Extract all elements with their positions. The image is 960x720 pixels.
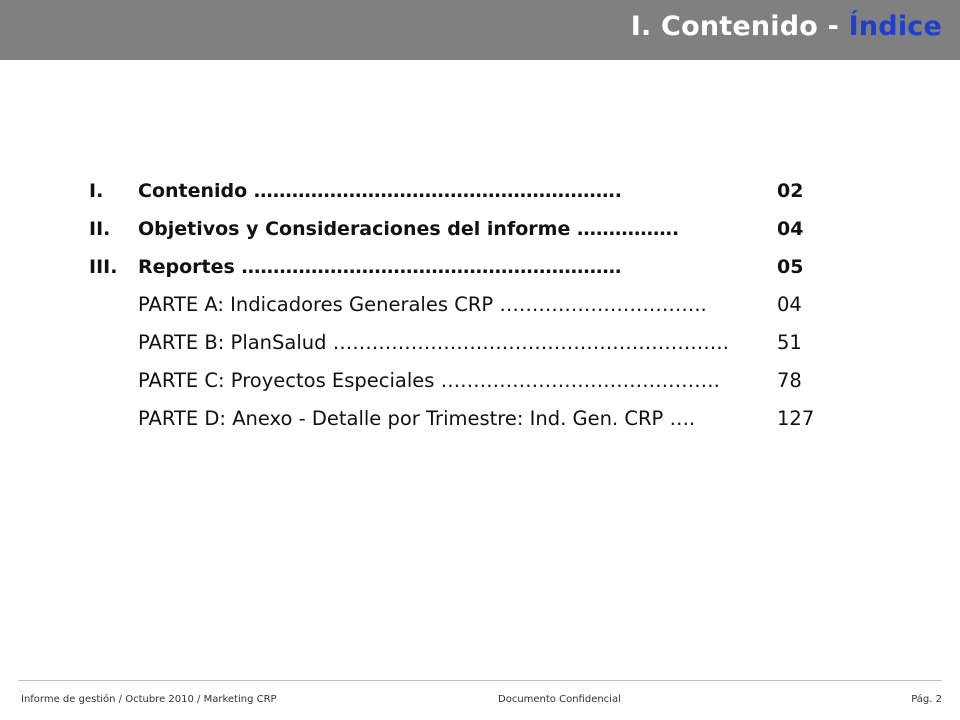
page-title xyxy=(631,11,942,42)
toc-subentry-page: 51 xyxy=(777,331,802,354)
footer-divider xyxy=(18,680,942,681)
footer-report-info: Informe de gestión / Octubre 2010 / Marketing CRP xyxy=(21,694,277,705)
toc-subentry-parte-b xyxy=(89,324,849,362)
toc-entry-label: Reportes …………………………………………………… xyxy=(138,256,622,278)
toc-entry-number: III. xyxy=(89,256,118,278)
toc-entry-page: 04 xyxy=(777,218,804,240)
table-of-contents xyxy=(89,172,849,438)
toc-subentry-page: 04 xyxy=(777,293,802,316)
toc-entry-reportes xyxy=(89,248,849,286)
header-bar xyxy=(0,0,960,60)
footer-confidential: Documento Confidencial xyxy=(498,694,621,705)
toc-subentry-parte-a xyxy=(89,286,849,324)
toc-subentry-parte-d xyxy=(89,400,849,438)
toc-entry-contenido xyxy=(89,172,849,210)
page-title-prefix: I. Contenido - xyxy=(630,11,849,42)
page-title-accent: Índice xyxy=(848,11,942,42)
toc-subentry-page: 127 xyxy=(777,407,815,430)
toc-entry-number: II. xyxy=(89,218,111,240)
toc-subentry-parte-c xyxy=(89,362,849,400)
toc-subentry-label: PARTE C: Proyectos Especiales ……………………………………. xyxy=(138,369,720,392)
toc-subentry-label: PARTE B: PlanSalud ……………………………………………………. xyxy=(138,331,729,354)
toc-entry-label: Contenido …………………………………………………. xyxy=(138,180,623,202)
toc-subentry-label: PARTE D: Anexo - Detalle por Trimestre: Ind. Gen. CRP …. xyxy=(138,407,696,430)
toc-entry-page: 02 xyxy=(777,180,804,202)
toc-entry-objetivos xyxy=(89,210,849,248)
toc-entry-label: Objetivos y Consideraciones del informe ……………. xyxy=(138,218,680,240)
toc-subentry-page: 78 xyxy=(777,369,802,392)
toc-subentry-label: PARTE A: Indicadores Generales CRP ………………………….. xyxy=(138,293,707,316)
footer-page-number: Pág. 2 xyxy=(911,694,942,705)
toc-entry-number: I. xyxy=(89,180,104,202)
toc-entry-page: 05 xyxy=(777,256,804,278)
